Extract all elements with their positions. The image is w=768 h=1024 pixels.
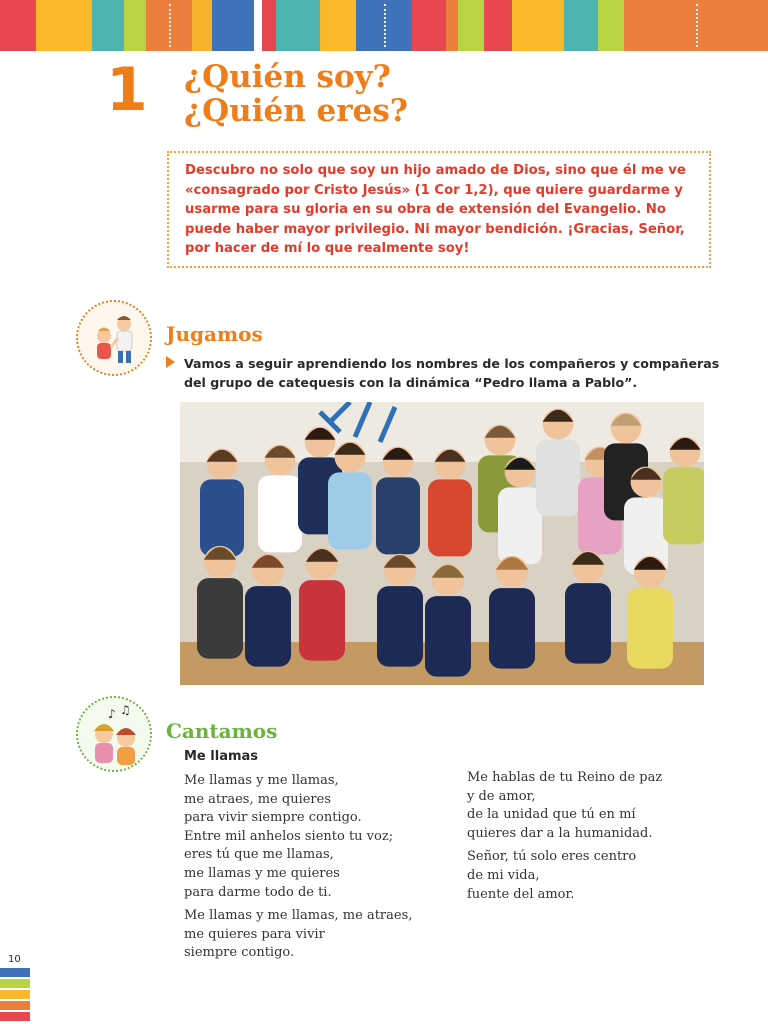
color-stripe	[598, 0, 624, 51]
chapter-title-line-2: ¿Quién eres?	[184, 93, 408, 129]
lyrics-line: fuente del amor.	[467, 886, 575, 902]
side-color-bar	[0, 979, 30, 988]
color-stripe	[146, 0, 192, 51]
chapter-title-line-1: ¿Quién soy?	[184, 59, 391, 95]
lyrics-line: me llamas y me quieres	[184, 865, 340, 881]
lyrics-line: Me llamas y me llamas, me atraes,	[184, 908, 413, 924]
color-stripe	[262, 0, 276, 51]
color-stripe	[512, 0, 564, 51]
color-stripe	[192, 0, 212, 51]
children-playing-icon	[76, 300, 152, 376]
color-stripe	[412, 0, 446, 51]
lyrics-line: para darme todo de ti.	[184, 884, 332, 900]
intro-box	[167, 151, 711, 268]
lyrics-line: me quieres para vivir	[184, 926, 325, 942]
color-stripe	[624, 0, 768, 51]
side-color-bars	[0, 968, 30, 1023]
lyrics-line: siempre contigo.	[184, 945, 295, 961]
lyrics-stanza	[467, 848, 747, 904]
jugamos-instruction: Vamos a seguir aprendiendo los nombres de los compañeros y compañeras del grupo de catequesis con la dinámica “Pedro llama a Pablo”.	[184, 356, 720, 390]
side-color-bar	[0, 968, 30, 977]
catechesis-group-photo	[180, 402, 704, 685]
lyrics-line: Entre mil anhelos siento tu voz;	[184, 828, 394, 844]
color-stripe	[564, 0, 598, 51]
top-color-stripes	[0, 0, 768, 51]
lyrics-line: de la unidad que tú en mí	[467, 807, 636, 823]
song-title: Me llamas	[184, 749, 259, 764]
lyrics-line: me atraes, me quieres	[184, 791, 331, 807]
color-stripe	[212, 0, 254, 51]
chapter-number: 1	[106, 55, 148, 125]
svg-text:♫: ♫	[120, 703, 131, 717]
lyrics-left-column	[184, 772, 454, 968]
color-stripe	[92, 0, 124, 51]
lyrics-line: de mi vida,	[467, 867, 540, 883]
lyrics-line: para vivir siempre contigo.	[184, 810, 362, 826]
side-color-bar	[0, 1001, 30, 1010]
chapter-title	[184, 60, 408, 128]
color-stripe	[458, 0, 484, 51]
color-stripe	[0, 0, 36, 51]
color-stripe	[36, 0, 92, 51]
lyrics-line: Me llamas y me llamas,	[184, 773, 339, 788]
lyrics-stanza	[184, 772, 454, 902]
lyrics-line: quieres dar a la humanidad.	[467, 825, 653, 841]
jugamos-heading: Jugamos	[166, 322, 263, 346]
lyrics-right-column	[467, 769, 747, 909]
bullet-arrow-icon	[166, 356, 175, 368]
svg-text:♪: ♪	[108, 707, 116, 721]
intro-text: Descubro no solo que soy un hijo amado de Dios, sino que él me ve «consagrado por Cristo Jesús» (1 Cor 1,2), que quiere guardarme y usarme para su gloria en su obra de extensión del Evangelio. No puede haber mayor privilegio. Ni mayor bendición. ¡Gracias, Señor, por hacer de mí lo que realmente soy!	[185, 163, 686, 257]
lyrics-stanza	[184, 907, 454, 963]
color-stripe	[356, 0, 412, 51]
lyrics-line: Señor, tú solo eres centro	[467, 849, 637, 865]
lyrics-line: y de amor,	[467, 788, 536, 804]
color-stripe	[446, 0, 458, 51]
color-stripe	[124, 0, 146, 51]
lyrics-line: Me hablas de tu Reino de paz	[467, 770, 663, 785]
lyrics-line: eres tú que me llamas,	[184, 847, 334, 863]
color-stripe	[320, 0, 356, 51]
color-stripe	[276, 0, 320, 51]
side-color-bar	[0, 990, 30, 999]
side-color-bar	[0, 1012, 30, 1021]
color-stripe	[254, 0, 262, 51]
children-singing-icon	[76, 696, 152, 772]
color-stripe	[484, 0, 512, 51]
page-number: 10	[8, 954, 21, 965]
lyrics-stanza	[467, 769, 747, 843]
cantamos-heading: Cantamos	[166, 719, 278, 743]
